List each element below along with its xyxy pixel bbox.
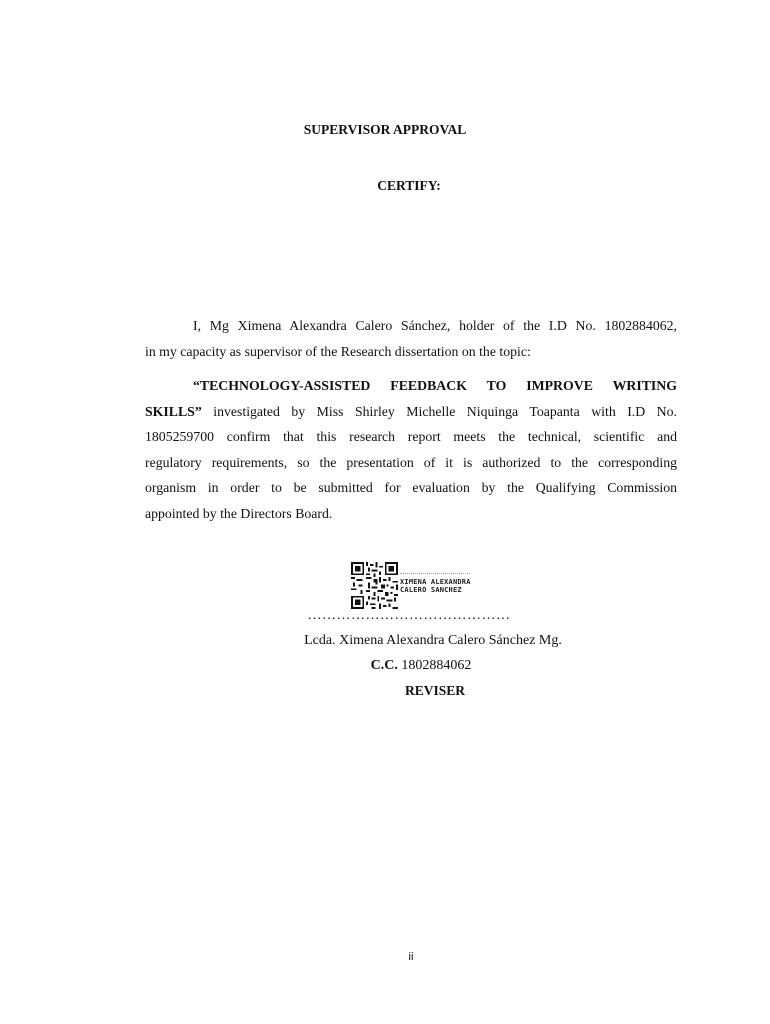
- page-title: SUPERVISOR APPROVAL: [303, 122, 467, 137]
- certification-line-3: 1805259700 confirm that this research report meets the technical, scientific and: [145, 429, 677, 444]
- paragraph-certification: [145, 373, 677, 526]
- page-number: ii: [408, 951, 414, 963]
- signatory-role: REVISER: [404, 683, 466, 698]
- certification-line-2: [145, 399, 677, 425]
- topic-title-end: SKILLS”: [145, 403, 202, 419]
- signature-dotted-line: ……………………………………: [307, 608, 511, 623]
- signature-caption-line: [400, 573, 470, 575]
- paragraph-declaration: [145, 313, 677, 364]
- signatory-name: Lcda. Ximena Alexandra Calero Sánchez Mg.: [304, 633, 562, 648]
- qr-code-signature-icon: [351, 562, 398, 609]
- certification-line-2-text: investigated by Miss Shirley Michelle Niquinga Toapanta with I.D No.: [201, 403, 677, 419]
- id-label: C.C.: [370, 658, 398, 673]
- certification-line-5: organism in order to be submitted for evaluation by the Qualifying Commission: [145, 480, 677, 495]
- certification-line-6: appointed by the Directors Board.: [145, 505, 333, 521]
- certification-line-4: regulatory requirements, so the presentation of it is authorized to the corresponding: [145, 454, 677, 470]
- stamp-name-line-1: XIMENA ALEXANDRA: [400, 578, 471, 586]
- declaration-line-2: in my capacity as supervisor of the Research dissertation on the topic:: [145, 343, 531, 359]
- certify-heading: CERTIFY:: [377, 178, 441, 193]
- signature-stamp-name: [400, 578, 471, 594]
- declaration-line-1: I, Mg Ximena Alexandra Calero Sánchez, holder of the I.D No. 1802884062,: [193, 318, 677, 333]
- stamp-name-line-2: CALERO SANCHEZ: [400, 586, 462, 594]
- topic-title-line: “TECHNOLOGY-ASSISTED FEEDBACK TO IMPROVE WRITING: [193, 378, 677, 393]
- id-number: 1802884062: [397, 658, 472, 673]
- signatory-id: [36, 658, 770, 674]
